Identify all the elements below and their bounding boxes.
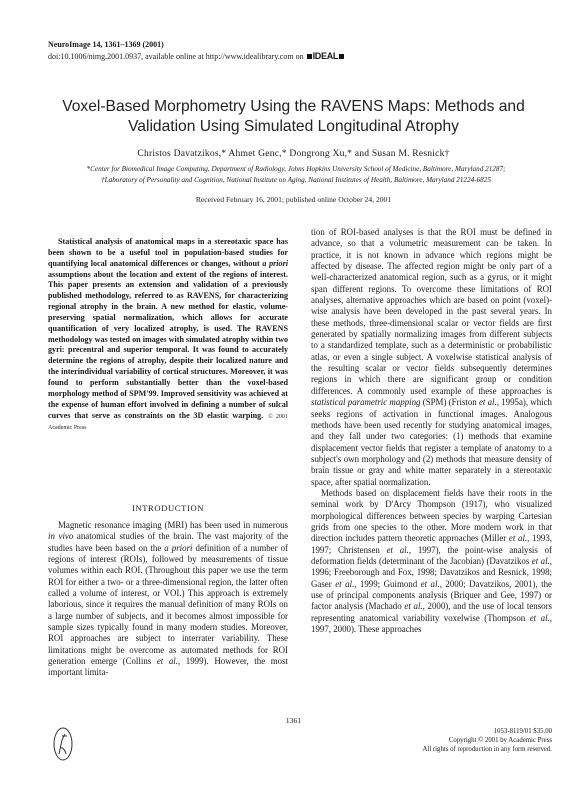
- publisher-logo-icon: [52, 726, 74, 762]
- body-text: definition of a number of regions of interest (ROIs), followed by measurements of tissue volumes within each ROI. (Throughout this paper we use the term ROI for either a two- or a three-dimensional region, the latter often called a volume of interest, or VOI.) This approach is extremely laborious, since it requires the manual definition of many ROIs on a large number of subjects, and it becomes almost impossible for sample sizes typically found in many modern studies. Moreover, ROI approaches are subject to interrater variability. These limitations might be overcome as automated methods for ROI generation emerge (Collins: [48, 542, 288, 667]
- body-text: , 1995a), which seeks regions of activation in functional images. Analogous methods have been used recently for studying anatomical images, and they fall under two categories: (1) methods that examine displacement vector fields that register a template of anatomy to a subject's own morphology and (2) methods that measure density of brain tissue or gray and white matter separately in a stereotaxic space, after spatial normalization.: [311, 397, 552, 487]
- emphasis-text: et al.: [420, 578, 440, 589]
- body-text: Methods based on displacement fields have their roots in the seminal work by D'Arcy Thompson (1917), who visualized morphological differences between species by warping Cartesian grids from one species to the other. More modern work in that direction includes pattern theoretic approaches (Miller: [311, 487, 552, 544]
- body-text: , 1999; Guimond: [354, 578, 421, 589]
- journal-name: NeuroImage: [48, 40, 91, 49]
- body-text: , 1993, 1997; Christensen: [311, 533, 552, 555]
- abstract-text-1: Statistical analysis of anatomical maps in a stereotaxic space has been shown to be a useful tool in population-based studies for quantifying local anatomical differences or changes, without: [48, 237, 288, 268]
- body-text: , 1999). However, the most important limita-: [48, 656, 289, 678]
- body-text: , 2000), and the use of local tensors representing anatomical variability voxelwise (Thompson: [311, 601, 552, 623]
- emphasis-text: et al.: [386, 544, 409, 555]
- ideal-logo: [306, 51, 346, 62]
- body-text: Magnetic resonance imaging (MRI) has been used in numerous: [58, 520, 288, 530]
- emphasis-text: et al.: [404, 601, 423, 612]
- emphasis-text: et al.: [478, 397, 497, 408]
- abstract: [48, 237, 288, 434]
- emphasis-text: et al.: [531, 555, 550, 566]
- paper-title: Voxel-Based Morphometry Using the RAVENS Maps: Methods and Validation Using Simulated Longitudinal Atrophy: [62, 98, 525, 135]
- intro-left-column: [48, 520, 288, 679]
- body-text: , 1997), the point-wise analysis of deformation fields (determinant of the Jacobian) (Davatzikos: [311, 544, 552, 566]
- right-paragraph-2: [311, 488, 552, 635]
- affiliation-1: *Center for Biomedical Image Computing, Department of Radiology, Johns Hopkins University School of Medicine, Baltimore, Maryland 21287;: [86, 165, 506, 173]
- body-text: , 2000; Davatzikos, 2001), the use of principal components analysis (Briquer and Gee, 1997) or factor analysis (Machado: [311, 578, 552, 612]
- body-text: tion of ROI-based analyses is that the ROI must be defined in advance, so that a volumetric measurement can be taken. In practice, it is not known in advance which regions might be affected by disease. The affected region might be only part of a well-characterized anatomical region, such as a gyrus, or it might span different regions. To overcome these limitations of ROI analyses, alternative approaches which are based on point (voxel)-wise analysis have been developed in the past several years. In these methods, three-dimensional scalar or vector fields are first generated by spatially normalizing images from different subjects to a standardized template, such as a deterministic or probabilistic atlas, or even a single subject. A voxelwise statistical analysis of the resulting scalar or vector fields subsequently determines regions in which there are significant group or condition differences. A commonly used example of these approaches is: [311, 227, 552, 396]
- affiliations: [30, 164, 562, 185]
- emphasis-text: statistical parametric mapping: [311, 397, 421, 408]
- emphasis-text: et al.: [508, 533, 528, 544]
- emphasis-text: et al.: [156, 656, 178, 667]
- body-text: , 1997, 2000). These approaches: [311, 612, 552, 635]
- right-paragraph-1: [311, 227, 552, 488]
- ideal-logo-text: IDEAL: [312, 50, 339, 61]
- issn-price: 1053-8119/01 $35.00: [493, 728, 552, 735]
- body-text: anatomical studies of the brain. The vast majority of the studies have been based on the: [48, 531, 289, 553]
- affiliation-2: †Laboratory of Personality and Cognition, National Institute on Aging, National Institutes of Health, Baltimore, Maryland 21224-6825: [101, 175, 491, 184]
- rights-line: All rights of reproduction in any form reserved.: [422, 745, 552, 753]
- received-dates: Received February 16, 2001; published online October 24, 2001: [195, 195, 392, 204]
- intro-heading: INTRODUCTION: [131, 503, 205, 513]
- abstract-text-2: assumptions about the location and extent of the regions of interest. This paper presents an extension and validation of a previously published methodology, referred to as RAVENS, for characterizing regional atrophy in the brain. A new method for elastic, volume-preserving spatial normalization, which allows for accurate quantification of very localized atrophy, is used. The RAVENS methodology was tested on images with simulated atrophy within two gyri: precentral and superior temporal. It was found to accurately determine the regions of atrophy, despite their localized nature and the interindividual variability of cortical structures. Moreover, it was found to perform substantially better than the voxel-based morphology method of SPM'99. Improved sensitivity was achieved at the expense of human effort involved in defining a number of sulcal curves that serve as constraints on the 3D elastic warping.: [48, 269, 288, 420]
- copyright-line: Copyright © 2001 by Academic Press: [448, 736, 552, 744]
- journal-volume: 14, 1361–1369 (2001): [92, 40, 164, 49]
- intro-right-column: [311, 227, 552, 635]
- abstract-emphasis: a priori: [262, 258, 289, 268]
- emphasis-text: a priori: [164, 542, 193, 553]
- emphasis-text: et al.: [335, 578, 355, 589]
- body-text: , 1996; Freeborough and Fox, 1998; Davatzikos and Resnick, 1998; Gaser: [311, 555, 552, 589]
- copyright-footer: [372, 728, 552, 754]
- doi-line: doi:10.1006/nimg.2001.0937, available online at http://www.idealibrary.com on: [48, 51, 304, 61]
- abstract-copyright: © 2001 Academic Press: [48, 413, 289, 432]
- emphasis-text: et al.: [529, 612, 550, 623]
- emphasis-text: in vivo: [48, 531, 74, 542]
- body-text: (SPM) (Friston: [420, 397, 479, 408]
- page-number: 1361: [285, 716, 302, 725]
- journal-header: [48, 40, 345, 62]
- paper-authors: Christos Davatzikos,* Ahmet Genc,* Dongrong Xu,* and Susan M. Resnick†: [137, 148, 450, 159]
